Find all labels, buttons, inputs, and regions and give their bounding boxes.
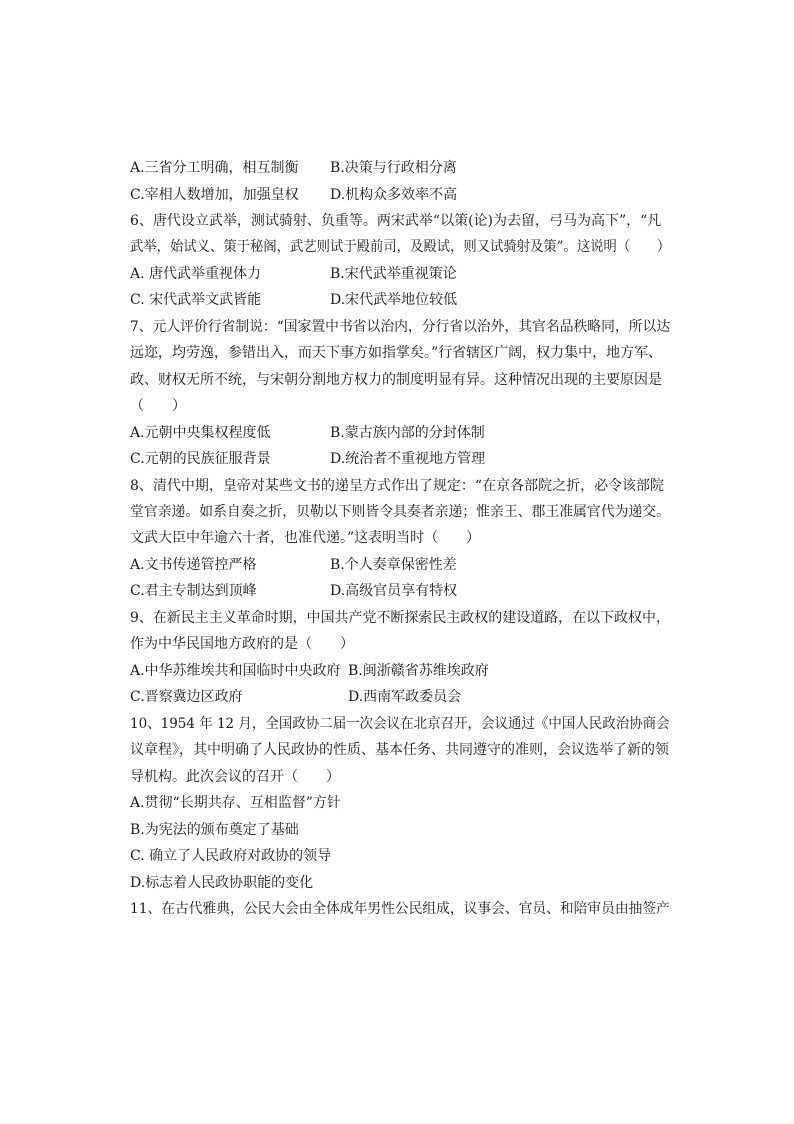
q6-stem-line1: 6、唐代设立武举，测试骑射、负重等。两宋武举“以策(论)为去留，弓马为高下”，“凡 [130,213,662,229]
q5-option-b: B.决策与行政相分离 [330,160,457,176]
q11-stem-line1: 11、在古代雅典，公民大会由全体成年男性公民组成，议事会、官员、和陪审员由抽签产 [130,901,670,917]
q8-stem-line1: 8、清代中期，皇帝对某些文书的递呈方式作出了规定：“在京各部院之折，必令该部院 [130,478,665,494]
q10-stem-line1: 10、1954 年 12 月，全国政协二届一次会议在北京召开，会议通过《中国人民政治协商会 [130,716,670,732]
q10-stem-line2: 议章程》，其中明确了人民政协的性质、基本任务、共同遵守的准则，会议选举了新的领 [130,742,669,758]
q6-option-b: B.宋代武举重视策论 [330,266,457,282]
q6-option-d: D.宋代武举地位较低 [330,292,458,308]
q10-option-c: C. 确立了人民政府对政协的领导 [130,848,332,864]
q10-option-b: B.为宪法的颁布奠定了基础 [130,822,299,838]
q7-option-c: C.元朝的民族征服背景 [130,451,271,467]
q7-stem-line3: 政、财权无所不统，与宋朝分割地方权力的制度明显有异。这种情况出现的主要原因是 [130,372,662,388]
q10-option-a: A.贯彻“长期共存、互相监督”方针 [130,795,341,811]
q9-option-d: D.西南军政委员会 [348,689,462,705]
q10-stem-line3: 导机构。此次会议的召开（ ） [130,769,340,785]
q6-stem-line2: 武举，始试义、策于秘阁，武艺则试于殿前司，及殿试，则又试骑射及策”。这说明（ ） [130,239,671,255]
q8-option-b: B.个人奏章保密性差 [330,557,457,573]
q6-option-a: A. 唐代武举重视体力 [130,266,262,282]
q8-option-d: D.高级官员享有特权 [330,583,458,599]
q7-stem-line1: 7、元人评价行省制说：“国家置中书省以治内，分行省以治外，其官名品秩略同，所以达 [130,319,671,335]
q8-stem-line3: 文武大臣中年逾六十者，也准代递。”这表明当时（ ） [130,530,481,546]
q8-option-a: A.文书传递管控严格 [130,557,257,573]
q7-option-a: A.元朝中央集权程度低 [130,425,271,441]
q8-stem-line2: 堂官亲递。如系自奏之折，贝勒以下则皆令具奏者亲递；惟亲王、郡王准属官代为递交。 [130,504,670,520]
q9-stem-line2: 作为中华民国地方政府的是（ ） [130,636,354,652]
q5-option-d: D.机构众多效率不高 [330,187,458,203]
q5-option-a: A.三省分工明确，相互制衡 [130,160,299,176]
q7-option-b: B.蒙古族内部的分封体制 [330,425,485,441]
q7-option-d: D.统治者不重视地方管理 [330,451,486,467]
q6-option-c: C. 宋代武举文武皆能 [130,292,262,308]
q9-stem-line1: 9、在新民主主义革命时期，中国共产党不断探索民主政权的建设道路，在以下政权中， [130,610,670,626]
q7-stem-line2: 远迩，均劳逸，参错出入，而天下事方如指掌矣。”行省辖区广阔，权力集中，地方军、 [130,345,663,361]
q9-option-c: C.晋察冀边区政府 [130,689,243,705]
q9-option-a: A.中华苏维埃共和国临时中央政府 [130,663,341,679]
q5-option-c: C.宰相人数增加，加强皇权 [130,187,299,203]
q9-option-b: B.闽浙赣省苏维埃政府 [348,663,489,679]
q10-option-d: D.标志着人民政协职能的变化 [130,875,314,891]
q7-stem-line4: （ ） [130,398,186,414]
q8-option-c: C.君主专制达到顶峰 [130,583,257,599]
